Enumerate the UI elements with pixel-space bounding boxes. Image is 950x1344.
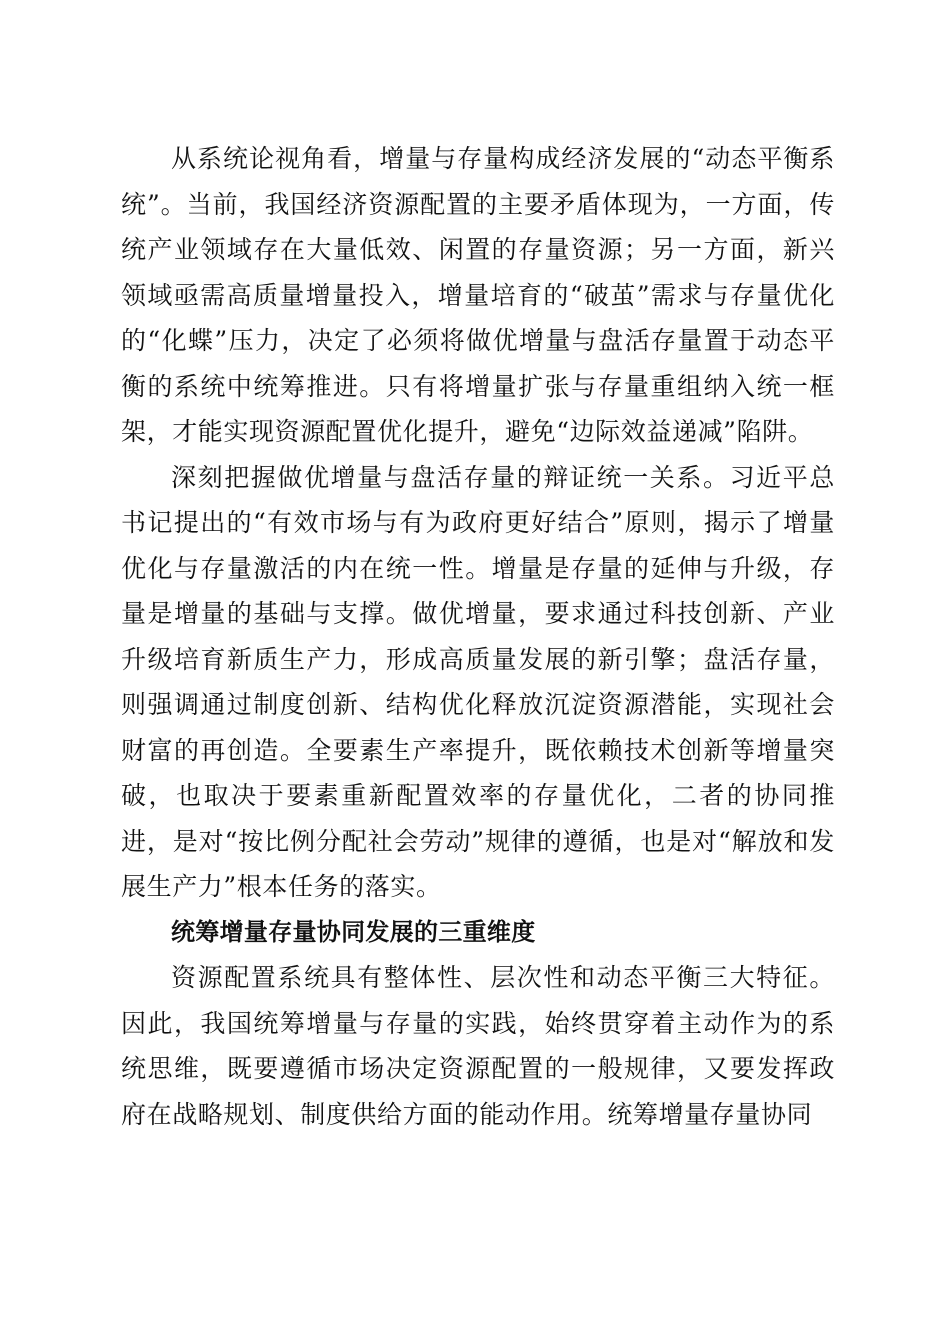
section-heading: 统筹增量存量协同发展的三重维度 (171, 917, 536, 946)
paragraph-dialectical-relation: 深刻把握做优增量与盘活存量的辩证统一关系。习近平总书记提出的“有效市场与有为政府更好结合”原则，揭示了增量优化与存量激活的内在统一性。增量是存量的延伸与升级，存量是增量的基础与支撑。做优增量，要求通过科技创新、产业升级培育新质生产力，形成高质量发展的新引擎；盘活存量，则强调通过制度创新、结构优化释放沉淀资源潜能，实现社会财富的再创造。全要素生产率提升，既依赖技术创新等增量突破，也取决于要素重新配置效率的存量优化，二者的协同推进，是对“按比例分配社会劳动”规律的遵循，也是对“解放和发展生产力”根本任务的落实。 (121, 462, 835, 901)
paragraph-systems-view: 从系统论视角看，增量与存量构成经济发展的“动态平衡系统”。当前，我国经济资源配置的主要矛盾体现为，一方面，传统产业领域存在大量低效、闲置的存量资源；另一方面，新兴领域亟需高质量增量投入，增量培育的“破茧”需求与存量优化的“化蝶”压力，决定了必须将做优增量与盘活存量置于动态平衡的系统中统筹推进。只有将增量扩张与存量重组纳入统一框架，才能实现资源配置优化提升，避免“边际效益递减”陷阱。 (121, 144, 835, 446)
document-body (121, 136, 835, 1137)
paragraph-resource-allocation: 资源配置系统具有整体性、层次性和动态平衡三大特征。因此，我国统筹增量与存量的实践，始终贯穿着主动作为的系统思维，既要遵循市场决定资源配置的一般规律，又要发挥政府在战略规划、制度供给方面的能动作用。统筹增量存量协同 (121, 963, 835, 1129)
